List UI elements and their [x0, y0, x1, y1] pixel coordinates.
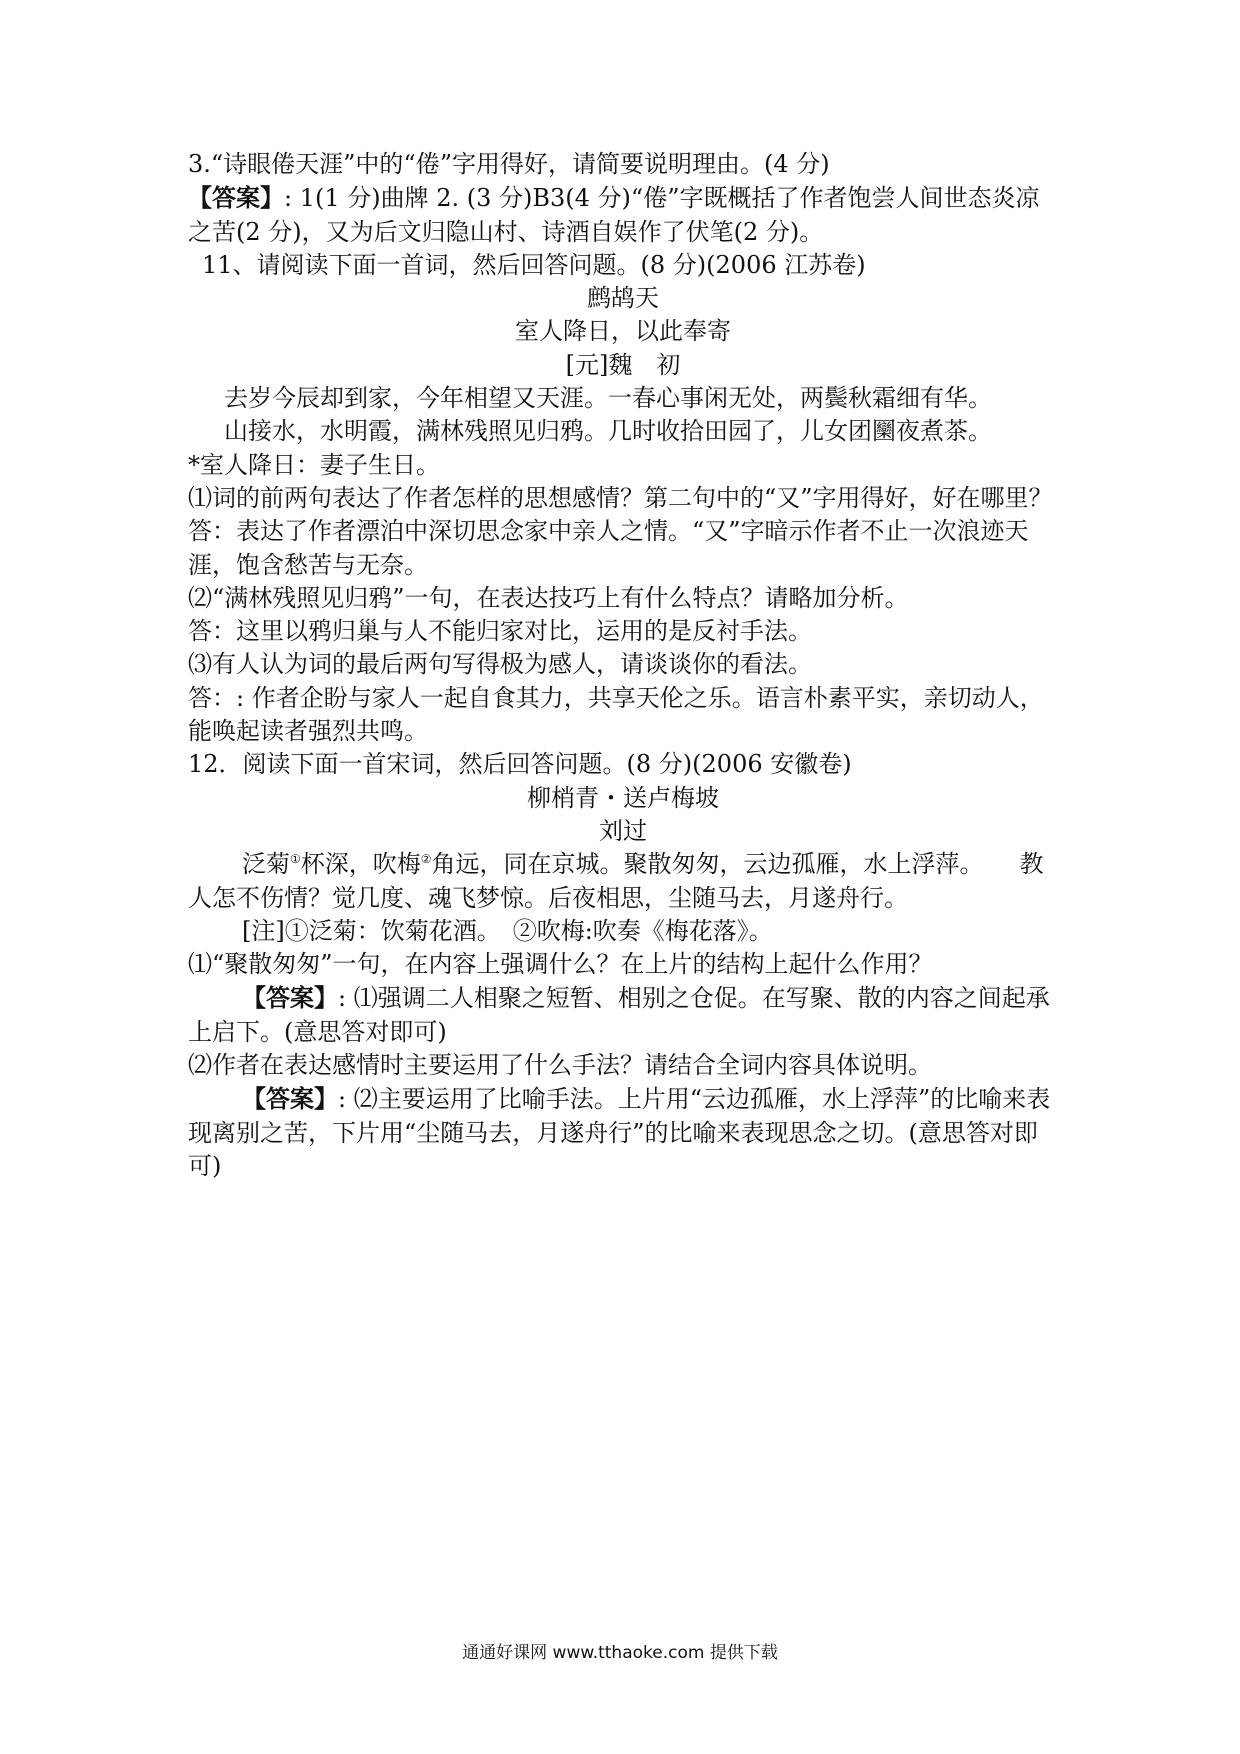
poem-note: [注]①泛菊：饮菊花酒。 ②吹梅:吹奏《梅花落》。	[242, 916, 773, 945]
sub-question-1: ⑴词的前两句表达了作者怎样的思想感情？第二句中的“又”字用得好，好在哪里？	[188, 483, 1053, 512]
poem-line: 去岁今辰却到家，今年相望又天涯。一春心事闲无处，两鬓秋霜细有华。	[224, 384, 992, 413]
poem-text: 角远，同在京城。聚散匆匆，云边孤雁，水上浮萍。 教人怎不伤情？觉几度、魂飞梦惊。后夜相思，尘随马去，月遂舟行。	[188, 850, 1044, 912]
sub-question-2: ⑵作者在表达感情时主要运用了什么手法？请结合全词内容具体说明。	[188, 1051, 932, 1080]
sub-answer-2	[188, 1082, 1058, 1183]
poem-note: *室人降日：妻子生日。	[188, 450, 440, 479]
question-3: 3.“诗眼倦天涯”中的“倦”字用得好，请简要说明理由。(4 分)	[188, 150, 830, 178]
poem-text: 泛菊	[242, 850, 290, 879]
sub-question-1: ⑴“聚散匆匆”一句，在内容上强调什么？在上片的结构上起什么作用？	[188, 950, 933, 979]
answer-text: : ⑵主要运用了比喻手法。上片用“云边孤雁，水上浮萍”的比喻来表现离别之苦，下片用“尘随马去，月遂舟行”的比喻来表现思念之切。(意思答对即可)	[188, 1085, 1051, 1180]
question-12-heading: 12．阅读下面一首宋词，然后回答问题。(8 分)(2006 安徽卷)	[188, 750, 852, 779]
question-3-answer	[188, 181, 1058, 249]
poem-subtitle: 室人降日，以此奉寄	[515, 317, 731, 346]
sub-answer-1: 答：表达了作者漂泊中深切思念家中亲人之情。“又”字暗示作者不止一次浪迹天涯，饱含愁苦与无奈。	[188, 517, 1029, 579]
answer-text: : 1(1 分)曲牌 2. (3 分)B3(4 分)“倦”字既概括了作者饱尝人间世态炎凉之苦(2 分)，又为后文归隐山村、诗酒自娱作了伏笔(2 分)。	[188, 184, 1040, 246]
poem-line: 山接水，水明霞，满林残照见归鸦。几时收拾田园了，儿女团圞夜煮茶。	[224, 417, 992, 446]
poem-author: 刘过	[599, 816, 647, 845]
poem-author: [元]魏 初	[565, 350, 681, 379]
footnote-marker: ②	[420, 852, 432, 867]
sub-question-2: ⑵“满林残照见归鸦”一句，在表达技巧上有什么特点？请略加分析。	[188, 583, 909, 612]
poem-title: 鹧鸪天	[587, 284, 659, 313]
answer-tag: 【答案】	[242, 983, 338, 1013]
sub-answer-3: 答：: 作者企盼与家人一起自食其力，共享天伦之乐。语言朴素平实，亲切动人，能唤起读者强烈共鸣。	[188, 683, 1044, 746]
sub-question-3: ⑶有人认为词的最后两句写得极为感人，请谈谈你的看法。	[188, 650, 812, 679]
footnote-marker: ①	[290, 852, 301, 867]
page-footer: 通通好课网 www.tthaoke.com 提供下载	[462, 1643, 778, 1663]
answer-tag: 【答案】	[242, 1084, 338, 1114]
poem-title: 柳梢青・送卢梅坡	[527, 783, 719, 812]
poem-body	[188, 848, 1058, 915]
document-body	[188, 148, 1058, 1183]
answer-text: : ⑴强调二人相聚之短暂、相别之仓促。在写聚、散的内容之间起承上启下。(意思答对即可)	[188, 984, 1050, 1046]
sub-answer-1	[188, 981, 1058, 1049]
question-11-heading: 11、请阅读下面一首词，然后回答问题。(8 分)(2006 江苏卷)	[202, 250, 866, 279]
answer-tag: 【答案】	[188, 183, 284, 213]
sub-answer-2: 答：这里以鸦归巢与人不能归家对比，运用的是反衬手法。	[188, 617, 812, 646]
poem-text: 杯深，吹梅	[300, 850, 421, 879]
